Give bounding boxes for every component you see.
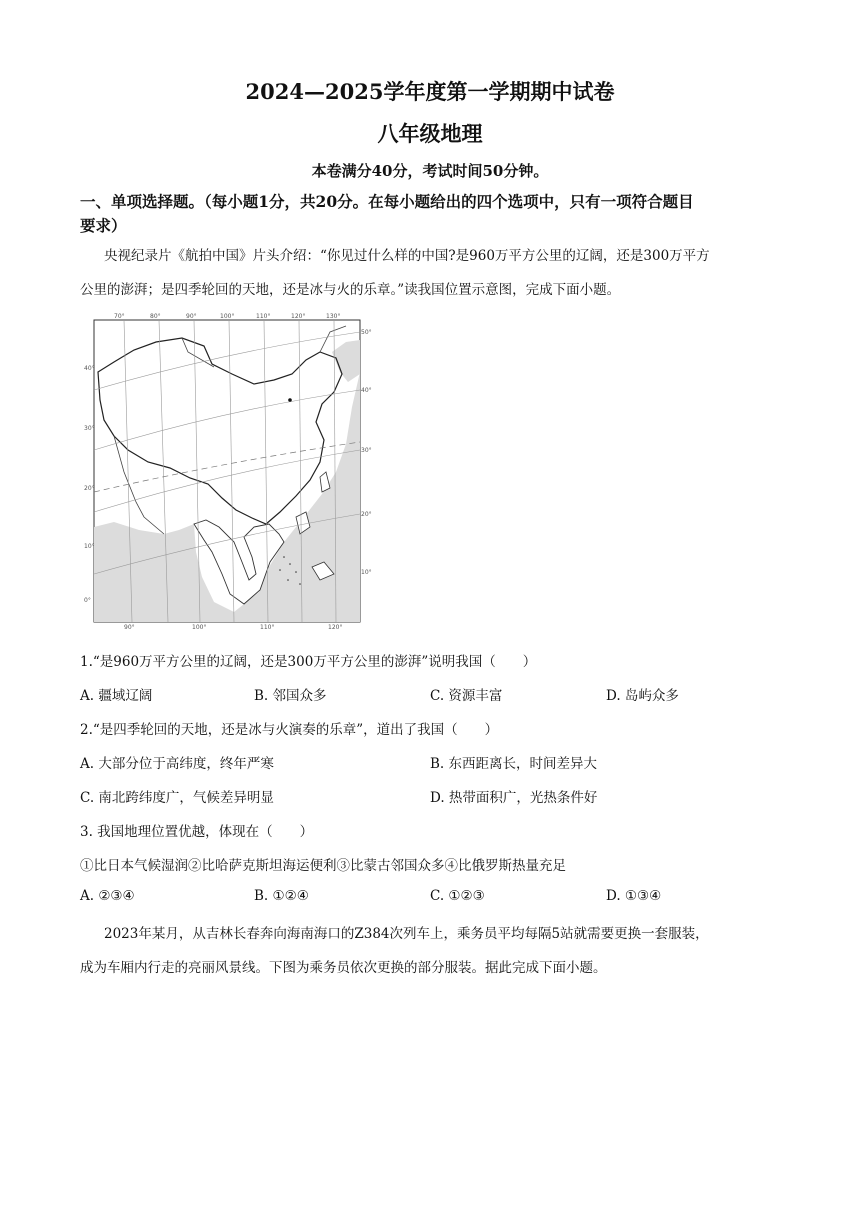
map-bottom-label: 90° [124, 624, 135, 630]
exam-note: 本卷满分40分，考试时间50分钟。 [311, 162, 549, 180]
exam-title: 2024—2025学年度第一学期期中试卷 [245, 79, 615, 104]
map-top-label: 70° [114, 313, 125, 320]
map-bottom-label: 110° [260, 624, 275, 630]
section-heading-line1: 一、单项选择题。（每小题1分，共20分。在每小题给出的四个选项中，只有一项符合题目 [80, 192, 694, 211]
question-1-option-a[interactable]: A. 疆域辽阔 [80, 688, 153, 704]
map-capital-marker [288, 398, 292, 402]
map-left-label: 30° [84, 425, 95, 432]
passage-1-line2: 公里的澎湃；是四季轮回的天地，还是冰与火的乐章。”读我国位置示意图，完成下面小题。 [80, 282, 621, 298]
map-top-label: 110° [256, 313, 271, 320]
question-2-stem: 2.“是四季轮回的天地，还是冰与火演奏的乐章”，道出了我国（ ） [80, 722, 499, 738]
section-heading-line2: 要求） [80, 216, 127, 235]
map-top-label: 90° [186, 313, 197, 320]
passage-1-line1: 央视纪录片《航拍中国》片头介绍：“你见过什么样的中国?是960万平方公里的辽阔，还是300万平方 [104, 248, 710, 264]
map-top-label: 120° [291, 313, 306, 320]
question-1-option-d[interactable]: D. 岛屿众多 [606, 688, 679, 704]
passage-2-line1: 2023年某月，从吉林长春奔向海南海口的Z384次列车上，乘务员平均每隔5站就需要更换一套服装， [104, 926, 709, 942]
map-left-label: 40° [84, 365, 95, 372]
map-bottom-label: 100° [192, 624, 207, 630]
question-2-option-c[interactable]: C. 南北跨纬度广，气候差异明显 [80, 790, 274, 806]
map-right-label: 50° [361, 329, 372, 336]
map-right-label: 30° [361, 447, 372, 454]
china-location-map [84, 312, 372, 630]
map-top-label: 130° [326, 313, 341, 320]
question-1-stem: 1.“是960万平方公里的辽阔，还是300万平方公里的澎湃”说明我国（ ） [80, 654, 537, 670]
question-3-option-c[interactable]: C. ①②③ [430, 888, 485, 904]
question-1-option-b[interactable]: B. 邻国众多 [254, 688, 327, 704]
question-3-option-d[interactable]: D. ①③④ [606, 888, 662, 904]
map-bottom-label: 120° [328, 624, 343, 630]
question-3-option-a[interactable]: A. ②③④ [80, 888, 135, 904]
question-2-option-a[interactable]: A. 大部分位于高纬度，终年严寒 [80, 756, 274, 772]
map-right-label: 40° [361, 387, 372, 394]
map-top-label: 100° [220, 313, 235, 320]
map-left-label: 20° [84, 485, 95, 492]
exam-subtitle: 八年级地理 [377, 121, 483, 146]
question-2-option-b[interactable]: B. 东西距离长，时间差异大 [430, 756, 598, 772]
map-right-label: 10° [361, 569, 372, 576]
question-3-statement: ①比日本气候湿润②比哈萨克斯坦海运便利③比蒙古邻国众多④比俄罗斯热量充足 [80, 858, 566, 874]
question-2-option-d[interactable]: D. 热带面积广，光热条件好 [430, 790, 598, 806]
map-top-label: 80° [150, 313, 161, 320]
question-1-option-c[interactable]: C. 资源丰富 [430, 688, 503, 704]
passage-2-line2: 成为车厢内行走的亮丽风景线。下图为乘务员依次更换的部分服装。据此完成下面小题。 [80, 960, 607, 976]
map-left-label: 10° [84, 543, 95, 550]
map-right-label: 20° [361, 511, 372, 518]
question-3-stem: 3. 我国地理位置优越，体现在（ ） [80, 824, 314, 840]
map-left-label: 0° [84, 597, 91, 604]
question-3-option-b[interactable]: B. ①②④ [254, 888, 309, 904]
